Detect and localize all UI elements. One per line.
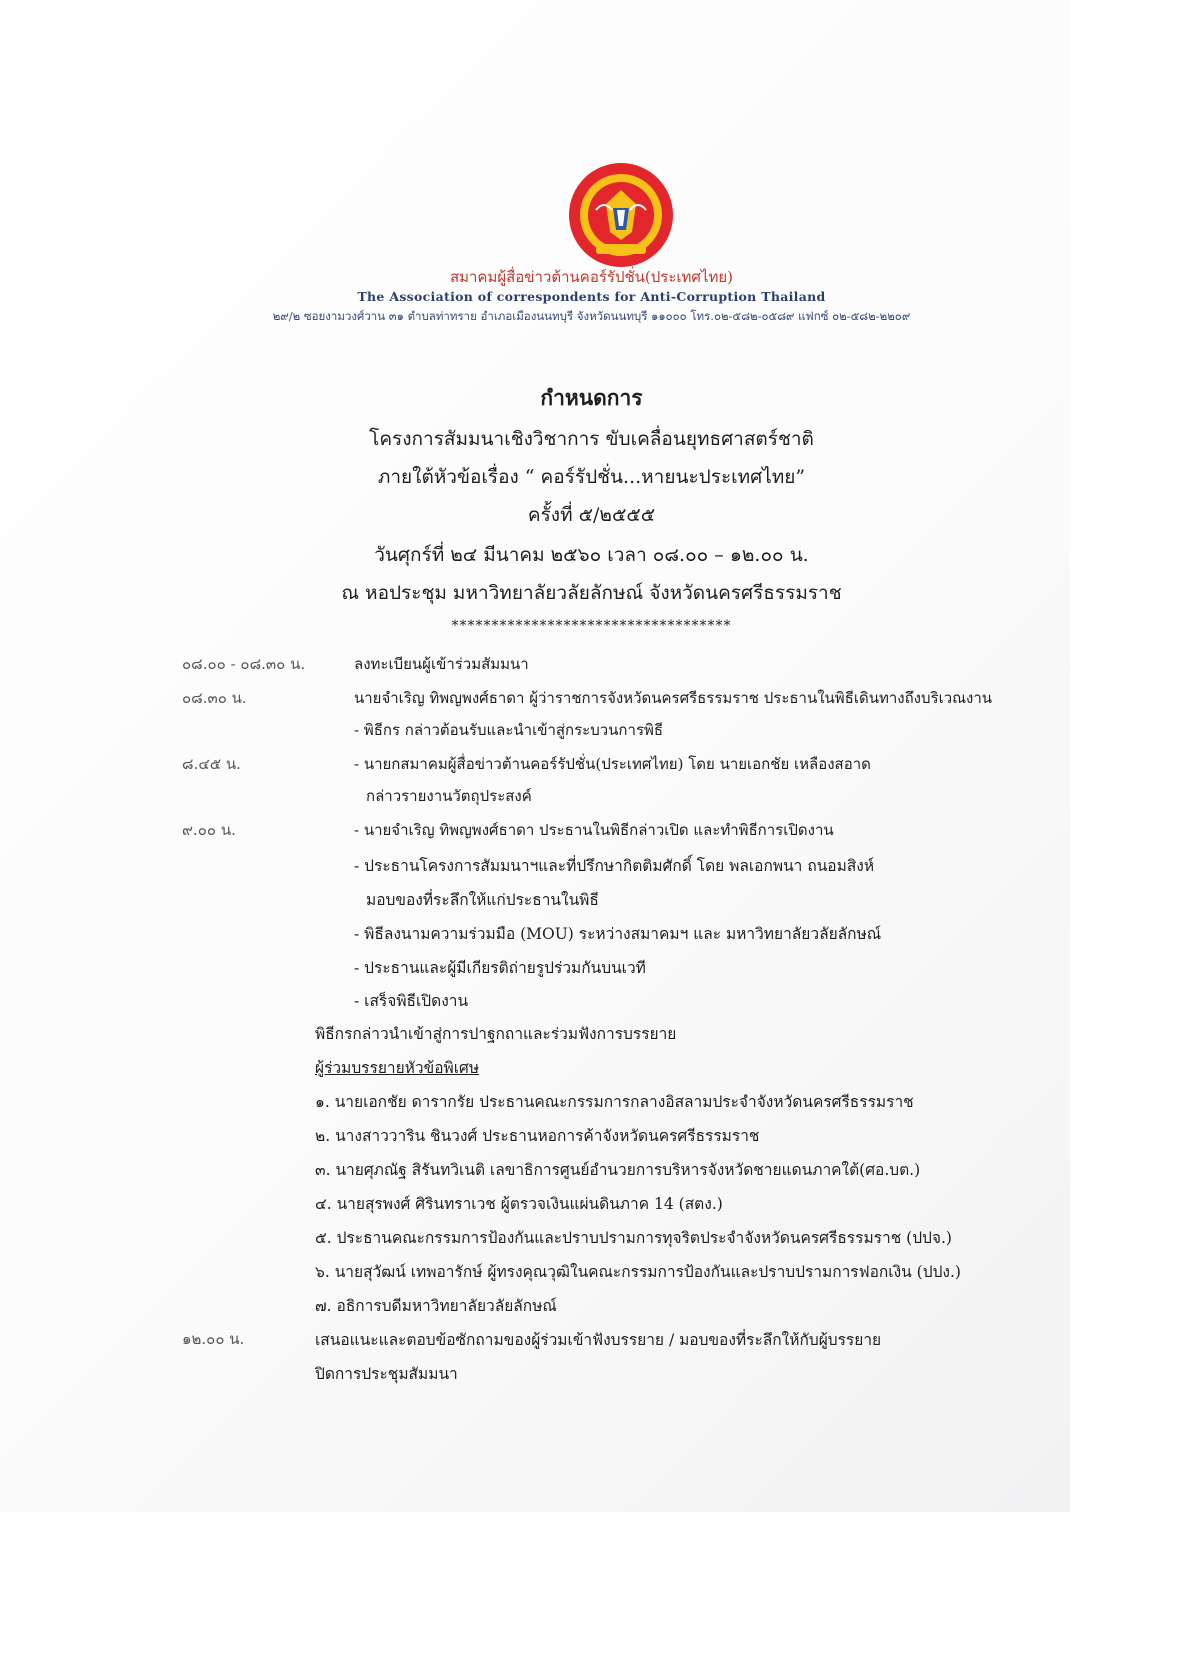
speaker-item: ๕. ประธานคณะกรรมการป้องกันและปราบปรามการทุจริตประจำจังหวัดนครศรีธรรมราช (ปปจ.) bbox=[315, 1229, 952, 1247]
agenda-line: - ประธานและผู้มีเกียรติถ่ายรูปร่วมกันบนเวที bbox=[354, 959, 646, 977]
association-name-thai: สมาคมผู้สื่อข่าวต้านคอร์รัปชั่น(ประเทศไทย) bbox=[449, 268, 734, 286]
speaker-item: ๗. อธิการบดีมหาวิทยาลัยวลัยลักษณ์ bbox=[315, 1297, 557, 1315]
time-slot-5: ๑๒.๐๐ น. bbox=[182, 1330, 245, 1348]
speaker-item: ๑. นายเอกชัย ดารากรัย ประธานคณะกรรมการกลางอิสลามประจำจังหวัดนครศรีธรรมราช bbox=[315, 1093, 914, 1111]
agenda-line: - พิธีลงนามความร่วมมือ (MOU) ระหว่างสมาคมฯ และ มหาวิทยาลัยวลัยลักษณ์ bbox=[354, 925, 882, 943]
agenda-line: ปิดการประชุมสัมมนา bbox=[315, 1365, 458, 1383]
agenda-line: - นายกสมาคมผู้สื่อข่าวต้านคอร์รัปชั่น(ประเทศไทย) โดย นายเอกชัย เหลืองสอาด bbox=[354, 755, 871, 773]
separator-line: *********************************** bbox=[451, 618, 732, 634]
agenda-line: - พิธีกร กล่าวต้อนรับและนำเข้าสู่กระบวนการพิธี bbox=[354, 721, 664, 739]
agenda-line: - นายจำเริญ ทิพญพงศ์ธาดา ประธานในพิธีกล่าวเปิด และทำพิธีการเปิดงาน bbox=[354, 821, 834, 839]
agenda-line: นายจำเริญ ทิพญพงศ์ธาดา ผู้ว่าราชการจังหวัดนครศรีธรรมราช ประธานในพิธีเดินทางถึงบริเวณงาน bbox=[354, 689, 993, 707]
agenda-line: ลงทะเบียนผู้เข้าร่วมสัมมนา bbox=[354, 655, 529, 673]
time-slot-2: ๐๘.๓๐ น. bbox=[182, 689, 247, 707]
time-slot-4: ๙.๐๐ น. bbox=[182, 821, 236, 839]
event-datetime: วันศุกร์ที่ ๒๔ มีนาคม ๒๕๖๐ เวลา ๐๘.๐๐ – ๑๒.๐๐ น. bbox=[374, 544, 809, 566]
project-topic: ภายใต้หัวข้อเรื่อง “ คอร์รัปชั่น...หายนะประเทศไทย” bbox=[377, 466, 806, 488]
speaker-item: ๒. นางสาววาริน ชินวงศ์ ประธานหอการค้าจังหวัดนครศรีธรรมราช bbox=[315, 1127, 760, 1145]
association-address: ๒๙/๒ ซอยงามวงศ์วาน ๓๑ ตำบลท่าทราย อำเภอเมืองนนทบุรี จังหวัดนนทบุรี ๑๑๐๐๐ โทร.๐๒-๕๘๒-๐๕๘๙ แฟกซ์ ๐๒-๕๘๒-๒๒๐๙ bbox=[272, 309, 911, 323]
time-slot-3: ๘.๔๕ น. bbox=[182, 755, 241, 773]
speaker-item: ๖. นายสุวัฒน์ เทพอารักษ์ ผู้ทรงคุณวุฒิในคณะกรรมการป้องกันและปราบปรามการฟอกเงิน (ปปง.) bbox=[315, 1263, 961, 1281]
agenda-line: เสนอแนะและตอบข้อซักถามของผู้ร่วมเข้าฟังบรรยาย / มอบของที่ระลึกให้กับผู้บรรยาย bbox=[315, 1331, 882, 1349]
session-number: ครั้งที่ ๕/๒๕๕๕ bbox=[527, 504, 656, 526]
special-speakers-heading: ผู้ร่วมบรรยายหัวข้อพิเศษ bbox=[315, 1059, 480, 1077]
association-logo-icon bbox=[566, 160, 676, 270]
agenda-line: กล่าวรายงานวัตถุประสงค์ bbox=[366, 787, 532, 805]
time-slot-1: ๐๘.๐๐ - ๐๘.๓๐ น. bbox=[182, 655, 306, 673]
speaker-item: ๓. นายศุภณัฐ สิรันทวิเนติ เลขาธิการศูนย์อำนวยการบริหารจังหวัดชายแดนภาคใต้(ศอ.บต.) bbox=[315, 1161, 921, 1179]
agenda-line: มอบของที่ระลึกให้แก่ประธานในพิธี bbox=[366, 891, 599, 909]
speaker-item: ๔. นายสุรพงศ์ ศิรินทราเวช ผู้ตรวจเงินแผ่นดินภาค 14 (สตง.) bbox=[315, 1195, 723, 1213]
association-name-english: The Association of correspondents for Anti-Corruption Thailand bbox=[357, 289, 826, 304]
agenda-line: - ประธานโครงการสัมมนาฯและที่ปรึกษากิตติมศักดิ์ โดย พลเอกพนา ถนอมสิงห์ bbox=[354, 857, 875, 875]
agenda-line: พิธีกรกล่าวนำเข้าสู่การปาฐกถาและร่วมฟังการบรรยาย bbox=[315, 1025, 677, 1043]
event-venue: ณ หอประชุม มหาวิทยาลัยวลัยลักษณ์ จังหวัดนครศรีธรรมราช bbox=[341, 582, 842, 604]
schedule-heading: กำหนดการ bbox=[540, 385, 643, 410]
project-title: โครงการสัมมนาเชิงวิชาการ ขับเคลื่อนยุทธศาสตร์ชาติ bbox=[369, 428, 814, 450]
agenda-line: - เสร็จพิธีเปิดงาน bbox=[354, 992, 469, 1010]
